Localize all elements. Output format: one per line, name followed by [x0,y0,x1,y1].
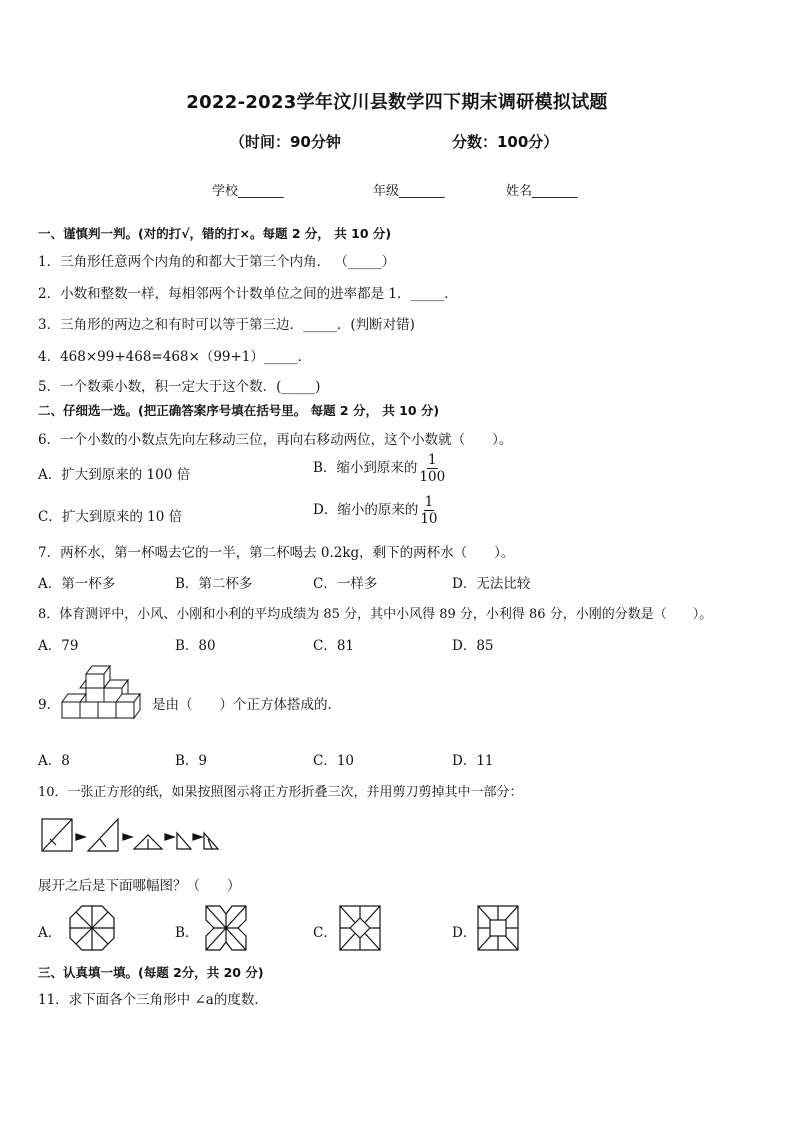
q10-option-a-label[interactable]: A． [38,925,62,941]
exam-time: （时间：90分钟 [230,133,341,151]
q10-option-c-figure[interactable] [338,904,382,952]
q10-option-d-figure[interactable] [476,904,520,952]
question-9-number: 9． [38,697,61,713]
q6-option-d-numerator: 1 [424,494,434,510]
q10-option-d-label[interactable]: D． [452,925,477,941]
question-10-ask: 展开之后是下面哪幅图？（ ） [38,878,241,894]
q10-option-a-figure[interactable] [68,904,116,952]
q8-option-d[interactable]: D．85 [452,638,494,654]
q9-option-b[interactable]: B．9 [175,753,208,769]
q6-option-b-denominator: 100 [419,469,446,485]
folding-steps-figure [40,815,220,857]
q6-option-d-fraction [420,494,437,527]
question-11: 11．求下面各个三角形中 ∠a的度数． [38,992,268,1008]
name-field[interactable]: 姓名_______ [506,184,578,199]
exam-score: 分数：100分） [452,133,559,151]
q7-option-c[interactable]: C．一样多 [313,576,378,592]
question-9-text: 是由（ ）个正方体搭成的． [152,697,341,713]
q10-option-b-figure[interactable] [204,904,248,952]
q9-option-c[interactable]: C．10 [313,753,355,769]
q6-option-c[interactable]: C．扩大到原来的 10 倍 [38,509,183,525]
q10-option-b-label[interactable]: B． [175,925,199,941]
q6-option-b[interactable] [313,452,445,485]
question-1: 1．三角形任意两个内角的和都大于第三个内角． （_____） [38,254,396,270]
q6-option-d-text: D．缩小的原来的 [313,502,419,518]
q6-option-d-denominator: 10 [420,511,438,527]
q7-option-a[interactable]: A．第一杯多 [38,576,116,592]
page-title: 2022-2023学年汶川县数学四下期末调研模拟试题 [186,92,608,113]
cube-stack-figure [60,662,148,732]
q9-option-a[interactable]: A．8 [38,753,70,769]
q6-option-b-text: B．缩小到原来的 [313,460,418,476]
question-2: 2．小数和整数一样，每相邻两个计数单位之间的进率都是 1．_____． [38,286,458,302]
section-3-heading: 三、认真填一填。(每题 2分，共 20 分) [38,965,264,980]
q10-option-c-label[interactable]: C． [313,925,337,941]
q6-option-b-fraction [419,452,445,485]
question-4: 4．468×99+468=468×（99+1）_____． [38,349,312,365]
q6-option-b-numerator: 1 [428,452,437,468]
question-8: 8．体育测评中，小风、小刚和小利的平均成绩为 85 分，其中小风得 89 分，小利得 86 分，小刚的分数是（ ）。 [38,607,713,622]
grade-field[interactable]: 年级_______ [373,184,445,199]
section-2-heading: 二、仔细选一选。(把正确答案序号填在括号里。 每题 2 分， 共 10 分) [38,403,440,418]
section-1-heading: 一、谨慎判一判。(对的打√，错的打×。每题 2 分， 共 10 分) [38,226,392,241]
q6-option-a[interactable]: A．扩大到原来的 100 倍 [38,467,191,483]
q6-option-d[interactable] [313,494,438,527]
q8-option-b[interactable]: B．80 [175,638,216,654]
q7-option-b[interactable]: B．第二杯多 [175,576,253,592]
q9-option-d[interactable]: D．11 [452,753,494,769]
question-5: 5．一个数乘小数，积一定大于这个数．(_____) [38,379,321,395]
q7-option-d[interactable]: D．无法比较 [452,576,531,592]
question-7: 7．两杯水，第一杯喝去它的一半，第二杯喝去 0.2kg，剩下的两杯水（ ）。 [38,545,515,561]
question-6: 6．一个小数的小数点先向左移动三位，再向右移动两位，这个小数就（ ）。 [38,432,513,448]
question-10: 10．一张正方形的纸，如果按照图示将正方形折叠三次，并用剪刀剪掉其中一部分： [38,785,523,800]
q8-option-a[interactable]: A．79 [38,638,79,654]
question-3: 3．三角形的两边之和有时可以等于第三边．_____．(判断对错) [38,317,415,333]
school-field[interactable]: 学校_______ [212,184,284,199]
q8-option-c[interactable]: C．81 [313,638,355,654]
